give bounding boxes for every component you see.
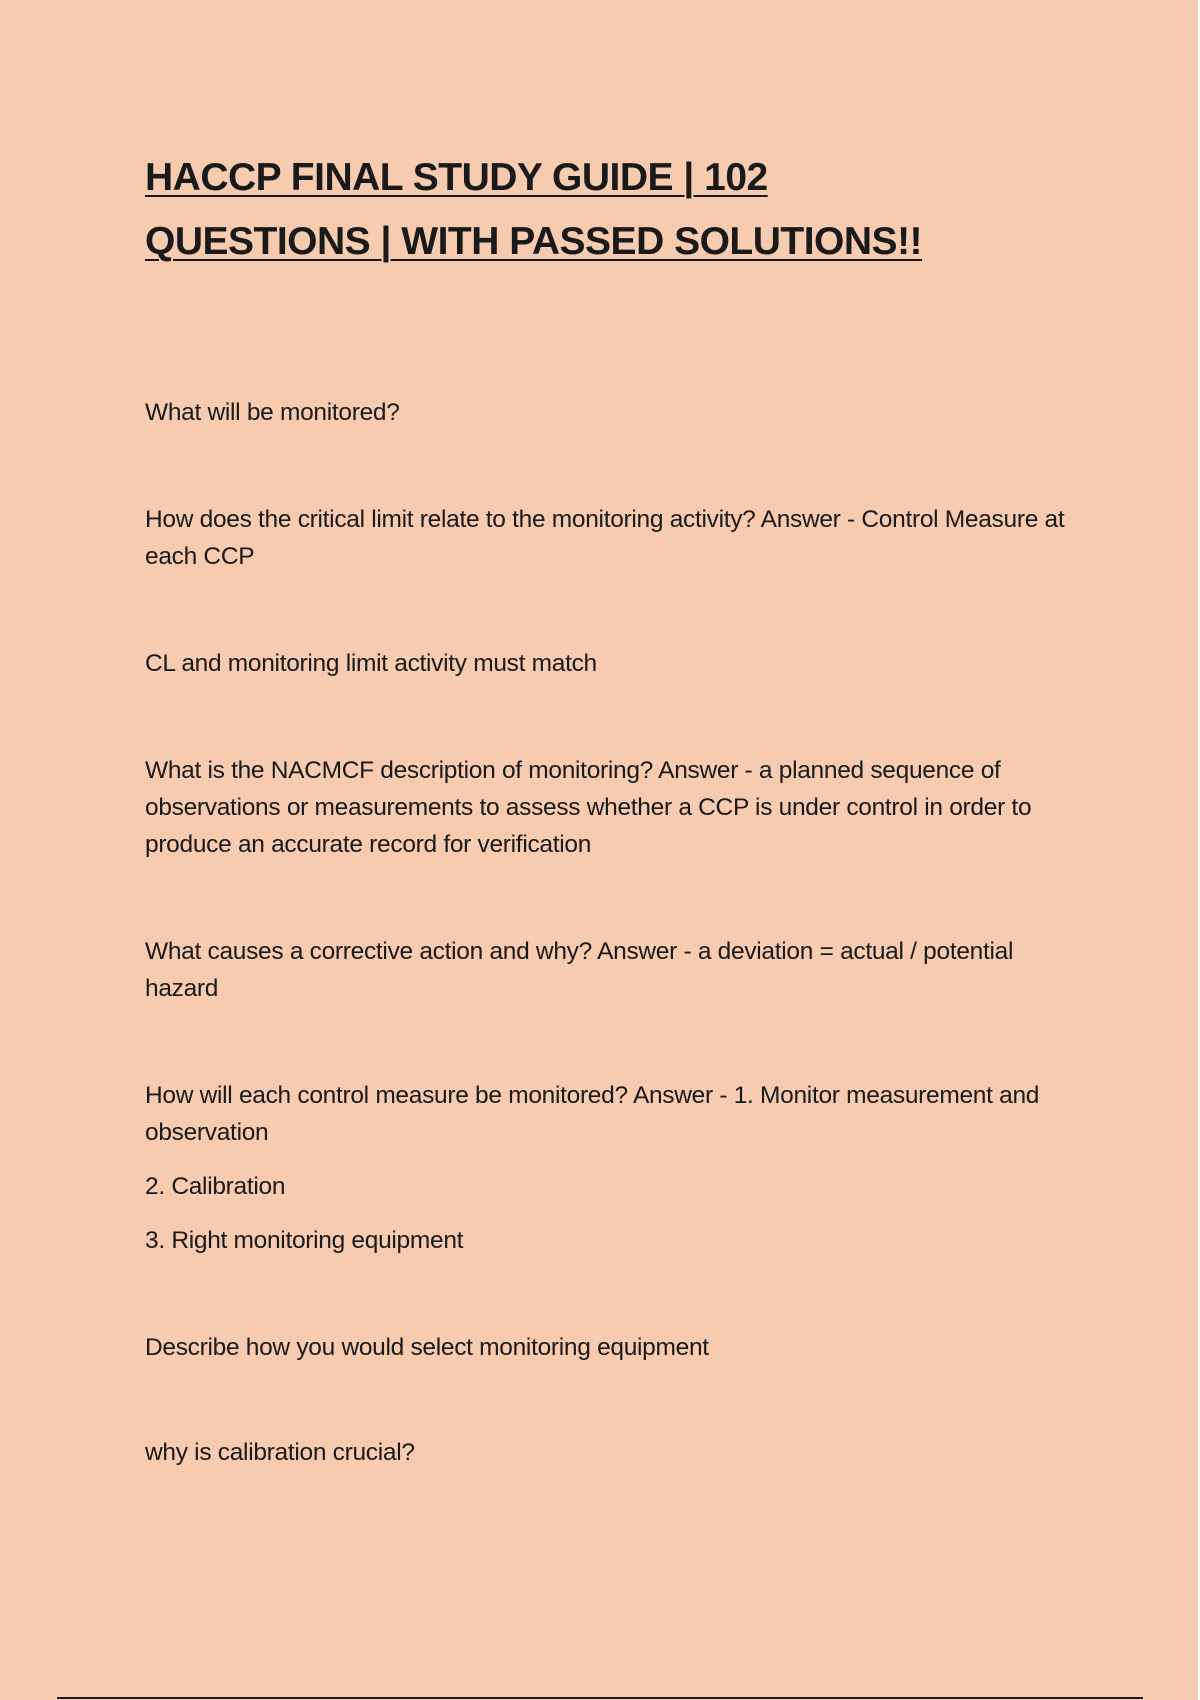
- question-1: [145, 394, 1065, 431]
- document-title: [145, 146, 1045, 274]
- question-4: [145, 752, 1065, 863]
- question-text: CL and monitoring limit activity must match: [145, 650, 597, 677]
- question-text: why is calibration crucial?: [145, 1439, 415, 1466]
- question-7: [145, 1329, 1065, 1366]
- title-line-2: QUESTIONS | WITH PASSED SOLUTIONS!!: [145, 220, 923, 263]
- question-6: [145, 1077, 1065, 1151]
- answer-text: 2. Calibration: [145, 1173, 286, 1200]
- question-text: How will each control measure be monitored? Answer - 1. Monitor measurement and observation: [145, 1082, 1040, 1146]
- title-line-1: HACCP FINAL STUDY GUIDE | 102: [145, 156, 768, 199]
- page-bottom-rule: [57, 1697, 1143, 1699]
- question-8: [145, 1434, 1065, 1471]
- answer-text: 3. Right monitoring equipment: [145, 1227, 464, 1254]
- answer-item-3: [145, 1222, 1065, 1259]
- question-3: [145, 645, 1065, 682]
- question-text: What is the NACMCF description of monitoring? Answer - a planned sequence of observations or measurements to assess whether a CCP is under control in order to produce an accurate record for verification: [145, 757, 1032, 858]
- question-text: Describe how you would select monitoring equipment: [145, 1334, 709, 1361]
- answer-item-2: [145, 1168, 1065, 1205]
- question-5: [145, 933, 1065, 1007]
- question-text: How does the critical limit relate to the monitoring activity? Answer - Control Measure at each CCP: [145, 506, 1065, 570]
- question-text: What causes a corrective action and why? Answer - a deviation = actual / potential hazard: [145, 938, 1014, 1002]
- question-text: What will be monitored?: [145, 399, 400, 426]
- question-2: [145, 501, 1065, 575]
